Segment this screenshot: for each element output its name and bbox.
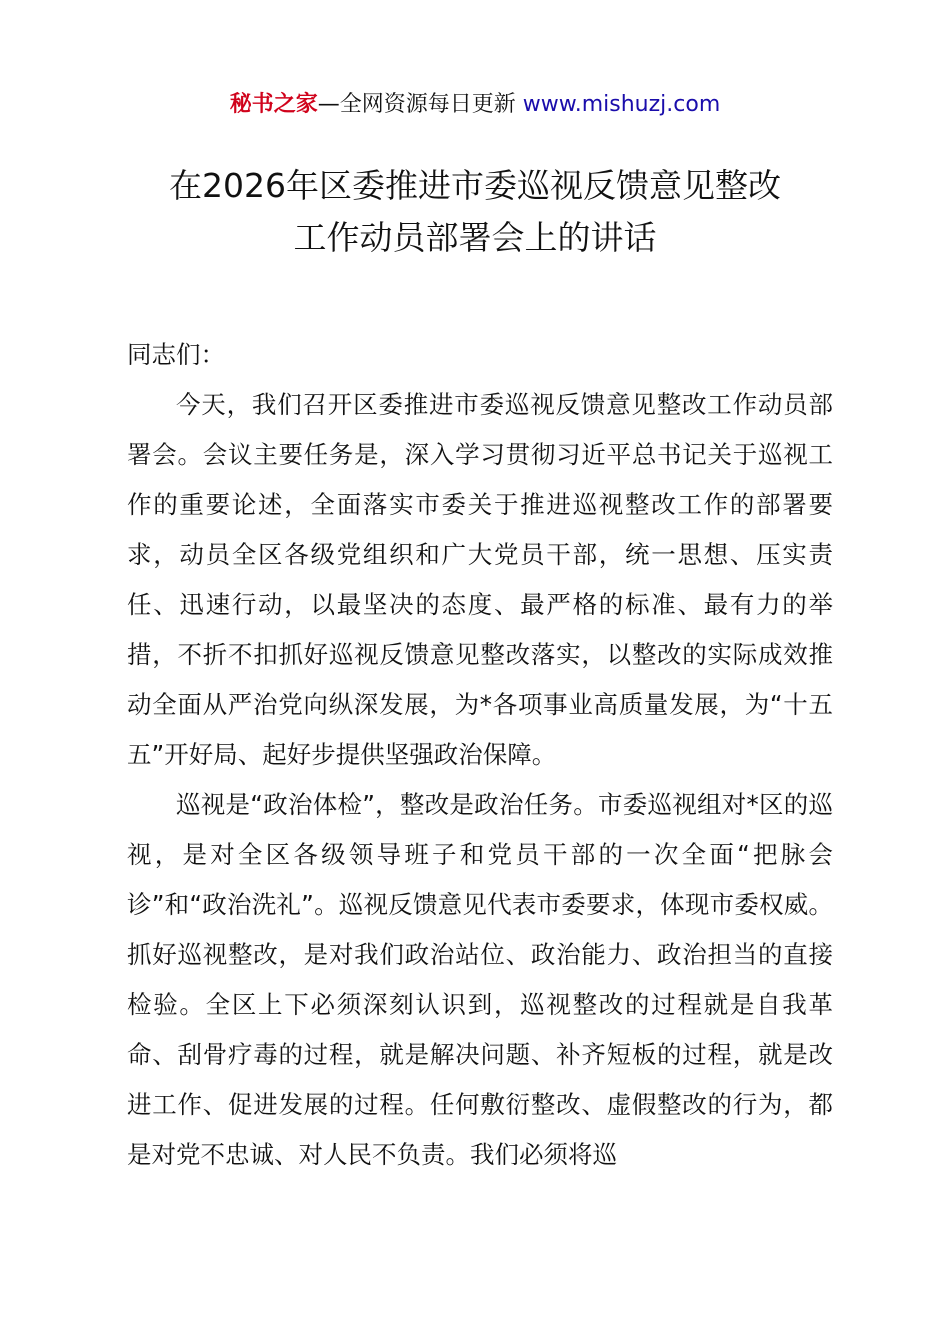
title-line-2: 工作动员部署会上的讲话: [293, 218, 657, 257]
body-paragraph-2: 巡视是“政治体检”，整改是政治任务。市委巡视组对*区的巡视，是对全区各级领导班子和党员干部的一次全面“把脉会诊”和“政治洗礼”。巡视反馈意见代表市委要求，体现市委权威。抓好巡视整改，是对我们政治站位、政治能力、政治担当的直接检验。全区上下必须深刻认识到，巡视整改的过程就是自我革命、刮骨疗毒的过程，就是解决问题、补齐短板的过程，就是改进工作、促进发展的过程。任何敷衍整改、虚假整改的行为，都是对党不忠诚、对人民不负责。我们必须将巡: [127, 790, 833, 1169]
title-line-1: 在2026年区委推进市委巡视反馈意见整改: [169, 166, 781, 205]
document-title: [100, 160, 850, 264]
brand-name: 秘书之家: [229, 92, 318, 117]
body-paragraph-1: 今天，我们召开区委推进市委巡视反馈意见整改工作动员部署会。会议主要任务是，深入学习贯彻习近平总书记关于巡视工作的重要论述，全面落实市委关于推进巡视整改工作的部署要求，动员全区各级党组织和广大党员干部，统一思想、压实责任、迅速行动，以最坚决的态度、最严格的标准、最有力的举措，不折不扣抓好巡视反馈意见整改落实，以整改的实际成效推动全面从严治党向纵深发展，为*各项事业高质量发展，为“十五五”开好局、起好步提供坚强政治保障。: [127, 390, 833, 769]
site-header: [0, 88, 950, 122]
header-tagline: —全网资源每日更新: [317, 92, 523, 117]
salutation: 同志们：: [127, 340, 225, 369]
site-url-link[interactable]: www.mishuzj.com: [522, 92, 721, 117]
document-body: [127, 330, 833, 1180]
